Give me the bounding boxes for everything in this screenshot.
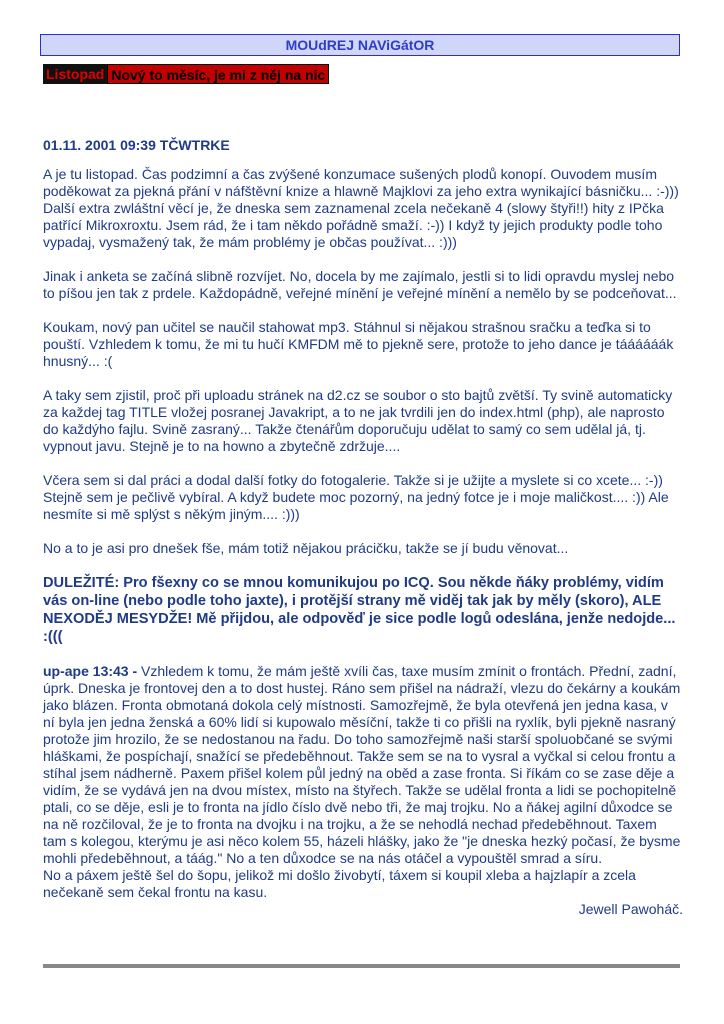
paragraph-poll: Jinak i anketa se začíná slibně rozvíjet. No, docela by me zajímalo, jestli si to lidi opravdu myslej nebo to píšou jen tak z prdele. Každopádně, veřejné mínění je veřejné mínění a nemělo by se podceňovat... — [43, 268, 677, 301]
paragraph-intro: A je tu listopad. Čas podzimní a čas zvýšené konzumace sušených plodů konopí. Ouvodem musím poděkowat za pjekná přání v náfštěvní knize a hlawně Majklovi za jeho extra wynikající básničku... :-))) — [43, 166, 679, 199]
paragraph-teacher: Koukam, nový pan učitel se naučil stahowat mp3. Stáhnul si nějakou strašnou sračku a teďka si to pouští. Vzhledem k tomu, že mi tu hučí KMFDM mě to pjekně sere, protože to jeho dance je táááááák hnusný... :( — [43, 319, 674, 369]
signature: Jewell Pawoháč. — [578, 901, 683, 917]
paragraph-update — [43, 663, 683, 867]
update-text: Vzhledem k tomu, že mám ještě xvíli čas, taxe musím zmínit o frontách. Přední, zadní, úprk. Dneska je frontovej den a to dost hustej. Ráno sem přišel na nádraží, vlezu do čekárny a koukám jako blázen. Fronta obmotaná dokola celý místnosti. Samozřejmě, že byla otevřená jen jedna kasa, v ní byla jen jedna ženská a 60% lidí si kupowalo měsíční, takže ti co přišli na ryxlík, byli pjekně nasraný protože jim hrozilo, že se nedostanou na řadu. Do toho samozřejmě naši starší spoluobčané se svými hláškami, že pospíchají, snažící se předeběhnout. Takže sem se na to vysral a vyčkal si celou frontu a stíhal jsem nádherně. Paxem přišel kolem půl jedný na oběd a zase fronta. Si říkám co se zase děje a vidím, že se vydává jen na dvou místex, místo na štyřech. Takže se udělal fronta a lidi se pochopitelně ptali, co se děje, esli je to fronta na jídlo číslo dvě nebo tři, že maj trojku. No a ňákej agilní důxodce se na ně rozčiloval, že je to fronta na dvojku i na trojku, a že se nehodlá nechad předeběhnout. Taxem tam s kolegou, kterýmu je asi něco kolem 55, házeli hlášky, jako že "je dneska hezký počasí, že bysme mohli předeběhnout, a táág." No a ten důxodce se na nás otáčel a vypouštěl smrad a síru. — [43, 663, 681, 866]
site-title: MOUdREJ NAViGátOR — [285, 37, 435, 53]
important-notice: DULEŽITÉ: Pro fšexny co se mnou komunikujou po ICQ. Sou někde ňáky problémy, vidím vás on-line (nebo podle toho jaxte), i protější strany mě viděj tak jak by měly (skoro), ALE NEXODĚJ MESYDŽE! Mě přijdou, ale odpověď je sice podle logů odeslána, jenže nedojde... :((( — [43, 575, 676, 645]
update-label: up-ape 13:43 - — [43, 663, 138, 679]
post-date: 01.11. 2001 09:39 TČWTRKE — [43, 137, 230, 153]
month-subtitle: Nový to měsíc, je mi z něj na nic — [107, 64, 329, 84]
month-header — [43, 64, 329, 84]
paragraph-javascript: A taky sem zjistil, proč při uploadu stránek na d2.cz se soubor o sto bajtů zvětší. Ty svině automaticky za každej tag TITLE vložej posranej Javakript, a to ne jak tvrdili jen do index.html (php), ale naprosto do každýho fajlu. Svině zasraný... Takže čtenářům doporučuju udělat to samý co sem udělal já, tj. vypnout javu. Stejně je to na howno a zbytečně zdržuje.... — [43, 387, 673, 454]
month-label: Listopad — [43, 64, 107, 84]
site-title-bar — [40, 34, 680, 56]
paragraph-closing: No a to je asi pro dnešek fše, mám totiž nějakou prácičku, takže se jí budu věnovat... — [43, 540, 569, 556]
post-body — [43, 137, 683, 935]
paragraph-shop: No a páxem ještě šel do šopu, jelikož mi došlo živobytí, táxem si koupil xleba a hajzlapír a zcela nečekaně sem čekal frontu na kasu. — [43, 867, 636, 900]
paragraph-hits: Další extra zwláštní věcí je, že dneska sem zaznamenal zcela nečekaně 4 (slowy štyři!!) hity z IPčka patřící Mikroxroxtu. Jsem rád, že i tam někdo pořádně smaží. :-)) I když ty jejich produkty podle toho vypadaj, vysmažený tak, že mám problémy je občas používat... :))) — [43, 200, 664, 250]
paragraph-gallery: Včera sem si dal práci a dodal další fotky do fotogalerie. Takže si je užijte a myslete si co xcete... :-)) Stejně sem je pečlivě vybíral. A když budete moc pozorný, na jedný fotce je i moje maličkost.... :)) Ale nesmíte si mě splýst s někým jiným.... :))) — [43, 472, 669, 522]
bottom-divider — [43, 964, 680, 968]
